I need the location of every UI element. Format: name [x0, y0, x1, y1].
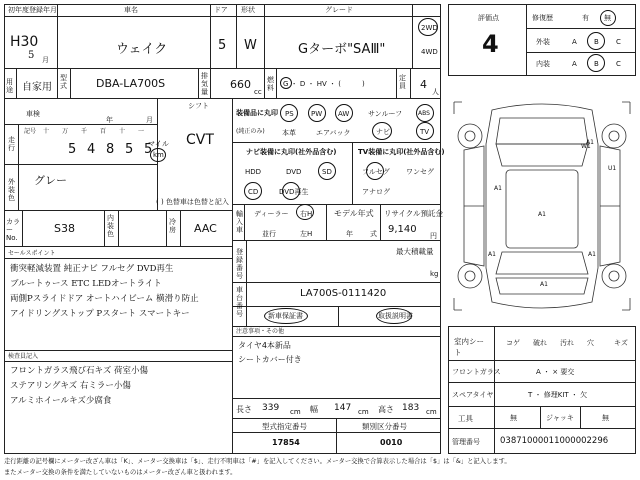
mileage-digit: 8	[106, 142, 115, 157]
shape-label: 形状	[241, 6, 255, 14]
mileage-digit-label: 記号	[24, 128, 37, 135]
type-designation-value: 17854	[272, 438, 300, 447]
diagram-mark-7: W1	[581, 143, 591, 150]
color-no-label: カラーNo.	[6, 218, 20, 242]
manual-label: 取扱説明書	[378, 312, 413, 320]
note-line: シートカバー付き	[238, 355, 302, 364]
cc-unit: cc	[254, 88, 262, 96]
seat-damage-item: 汚れ	[560, 339, 574, 347]
doors-value: 5	[218, 38, 227, 53]
footer-line-2: またメーター交換の条件を満たしていないものはメーター改ざん車と扱われます。	[4, 469, 237, 476]
first-reg-month: 5	[28, 50, 35, 61]
seat-damage-item: 穴	[587, 339, 594, 347]
interior-seat-label: 室内シート	[454, 337, 484, 357]
inspection-label: 車検	[26, 110, 40, 118]
capacity-label: 定員	[399, 74, 406, 90]
mgmt-number: 03871000011000002296	[500, 436, 609, 446]
model-value: DBA-LA700S	[96, 77, 166, 90]
category-value: 0010	[380, 438, 403, 447]
person-unit: 人	[432, 88, 439, 96]
cooler-label: 冷房	[169, 218, 176, 234]
rating-label: 評価点	[478, 14, 499, 22]
equip-abs: ABS	[418, 110, 430, 117]
repair-no: 無	[604, 14, 611, 22]
height-unit: cm	[426, 408, 437, 416]
note-line: タイヤ4本新品	[238, 341, 291, 350]
equip-ps: PS	[285, 110, 294, 118]
category-label: 類別区分番号	[362, 422, 407, 431]
ext-grade-c: C	[616, 38, 621, 46]
equip-sunroof: サンルーフ	[368, 110, 403, 118]
exterior-label: 外装色	[8, 178, 15, 202]
sales-point-line: 衝突軽減装置 純正ナビ フルセグ DVD再生	[10, 264, 174, 274]
tv-analog: アナログ	[362, 188, 390, 196]
import-parallel: 並行	[262, 230, 276, 238]
mile-label: マイル	[148, 140, 169, 148]
capacity-value: 4	[420, 78, 427, 91]
usage-value: 自家用	[22, 82, 52, 93]
repair-yes: 有	[582, 14, 589, 22]
diagram-mark-6: U1	[608, 165, 617, 172]
height-value: 183	[402, 403, 420, 413]
grade-value: Gターボ"SAⅢ"	[298, 42, 386, 57]
rating-value: 4	[482, 30, 499, 58]
notes-title: 注意事項・その他	[236, 328, 285, 335]
mileage-digit-label: 十	[43, 128, 50, 135]
recycle-unit: 円	[430, 232, 437, 240]
drive-2wd: 2WD	[421, 24, 438, 32]
mileage-digit-label: 万	[62, 128, 69, 135]
sales-point-line: 両側Pスライドドア オートハイビーム 横滑り防止	[10, 294, 199, 304]
drive-4wd: 4WD	[421, 48, 438, 56]
spare-label: スペアタイヤ	[452, 391, 494, 399]
equipment-subtitle: (純正のみ)	[236, 128, 265, 135]
width-unit: cm	[358, 408, 369, 416]
int-grade-label: 内装	[536, 60, 550, 68]
inspector-notes-title: 検査員記入	[8, 353, 39, 360]
seat-damage-item: コゲ	[506, 339, 520, 347]
width-value: 147	[334, 403, 352, 413]
length-unit: cm	[290, 408, 301, 416]
navi-dvd-play: DVD再生	[279, 188, 309, 196]
month-unit: 月	[42, 56, 49, 64]
usage-label: 用途	[6, 78, 13, 94]
new-car-warranty: 新車保証書	[268, 312, 303, 320]
load-unit: kg	[430, 270, 439, 278]
model-year-unit: 年	[346, 230, 353, 238]
car-damage-diagram	[448, 96, 636, 316]
door-label: ドア	[214, 6, 228, 14]
first-reg-label: 初年度登録年月	[8, 6, 57, 14]
tv-fullseg: フルセグ	[362, 168, 390, 176]
equip-navi: ナビ	[376, 128, 390, 136]
inspector-note-line: アルミホイールキズ少腐食	[10, 396, 112, 406]
diagram-mark-4: A1	[588, 251, 596, 258]
mgmt-label: 管理番号	[452, 438, 480, 446]
diagram-mark-2: A1	[488, 251, 496, 258]
load-label: 最大積載量	[396, 247, 434, 256]
grade-label: グレード	[325, 6, 353, 14]
recycle-value: 9,140	[388, 224, 417, 235]
int-grade-c: C	[616, 60, 621, 68]
sales-points-title: セールスポイント	[8, 250, 56, 257]
fuel-label: 燃料	[267, 76, 274, 92]
registration-label: 登録番号	[236, 248, 243, 280]
equip-tv: TV	[420, 128, 430, 136]
equip-pw: PW	[311, 110, 323, 118]
navi-sd: SD	[322, 168, 332, 176]
int-grade-a: A	[572, 60, 577, 68]
exterior-value: グレー	[34, 174, 67, 187]
mileage-digit-label: 百	[100, 128, 107, 135]
int-grade-b: B	[594, 60, 599, 68]
cooler-value: AAC	[194, 222, 217, 235]
tv-oneseg: ワンセグ	[406, 168, 434, 176]
import-dealer: ディーラー	[254, 210, 289, 218]
sales-point-line: アイドリングストップ Pスタート スマートキー	[10, 309, 190, 319]
navi-dvd: DVD	[286, 168, 302, 176]
diagram-mark-5: A1	[586, 139, 594, 146]
diagram-mark-3: A1	[538, 211, 546, 218]
model-label: 型式	[60, 74, 67, 90]
ext-grade-label: 外装	[536, 38, 550, 46]
mileage-digit: 5	[125, 142, 134, 157]
mileage-digit-label: 千	[81, 128, 88, 135]
chassis-value: LA700S-0111420	[300, 288, 387, 299]
model-year-label: モデル年式	[334, 209, 374, 218]
recycle-label: リサイクル預託金	[384, 209, 443, 218]
car-name-value: ウェイク	[116, 42, 168, 57]
inspection-year-label: 年	[106, 116, 113, 124]
equip-airbag: エアバック	[316, 129, 351, 137]
length-label: 長さ	[236, 405, 252, 414]
windshield-label: フロントガラス	[452, 368, 501, 376]
diagram-mark-1: A1	[494, 185, 502, 192]
fuel-options: G ・ D ・ HV ・ ( )	[283, 80, 365, 88]
length-value: 339	[262, 403, 280, 413]
footer-line-1: 走行距離の記号欄にメーター改ざん車は「K」、メーター交換車は「$」、走行不明車は「#」を記入してください。メーター交換で合算表示した場合は「$」は「&」と記入します。	[4, 458, 511, 465]
mileage-digit: 5	[68, 142, 77, 157]
sales-point-line: ブルートゥース ETC LEDオートライト	[10, 279, 162, 289]
jack-value: 無	[602, 414, 609, 422]
spare-options: T ・ 修理KIT ・ 欠	[528, 391, 588, 399]
navi-title: ナビ装備に丸印(社外品含む)	[246, 148, 337, 156]
inspection-month-label: 月	[146, 116, 153, 124]
displacement-value: 660	[230, 78, 251, 91]
displacement-label: 排気量	[201, 72, 208, 96]
first-reg-year: H30	[10, 34, 39, 50]
equip-leather: 本革	[282, 129, 296, 137]
ext-grade-b: B	[594, 38, 599, 46]
inspector-note-line: ステアリングキズ 右ミラー小傷	[10, 381, 131, 391]
mileage-label: 走行	[8, 136, 15, 152]
shift-label: シフト	[188, 102, 209, 110]
type-designation-label: 型式指定番号	[262, 422, 307, 431]
jack-label: ジャッキ	[546, 414, 574, 422]
car-name-label: 車名	[124, 6, 138, 14]
diagram-mark-8: A1	[540, 281, 548, 288]
ext-grade-a: A	[572, 38, 577, 46]
shape-value: W	[244, 38, 257, 53]
exterior-note: ( ) 色替車は色替と記入	[156, 198, 229, 206]
seat-damage-item: キズ	[614, 339, 628, 347]
windshield-options: A ・ × 要交	[536, 368, 575, 376]
equip-aw: AW	[338, 110, 350, 118]
navi-cd: CD	[248, 188, 259, 196]
tools-value: 無	[510, 414, 517, 422]
navi-hdd: HDD	[245, 168, 262, 176]
mileage-digit: 5	[144, 142, 153, 157]
seat-damage-item: 破れ	[533, 339, 547, 347]
equipment-title: 装備品に丸印	[236, 109, 278, 117]
interior-color-label: 内装色	[107, 214, 114, 238]
tv-title: TV装備に丸印(社外品含む)	[358, 148, 445, 156]
km-label: km	[153, 151, 164, 159]
import-left: 左H	[300, 230, 313, 238]
chassis-label: 車台番号	[236, 286, 243, 318]
mileage-digit-label: 十	[119, 128, 126, 135]
mileage-digit-label: 一	[138, 128, 145, 135]
import-label: 輸入車	[236, 210, 243, 234]
model-type-unit: 式	[370, 230, 377, 238]
inspector-note-line: フロントガラス飛び石キズ 荷室小傷	[10, 366, 149, 376]
width-label: 幅	[310, 405, 318, 414]
repair-label: 修復歴	[532, 14, 553, 22]
import-right: 右H	[300, 210, 313, 218]
tools-label: 工具	[458, 414, 473, 423]
shift-value: CVT	[186, 132, 214, 148]
mileage-digit: 4	[87, 142, 96, 157]
height-label: 高さ	[378, 405, 394, 414]
color-no-value: S38	[54, 222, 75, 235]
